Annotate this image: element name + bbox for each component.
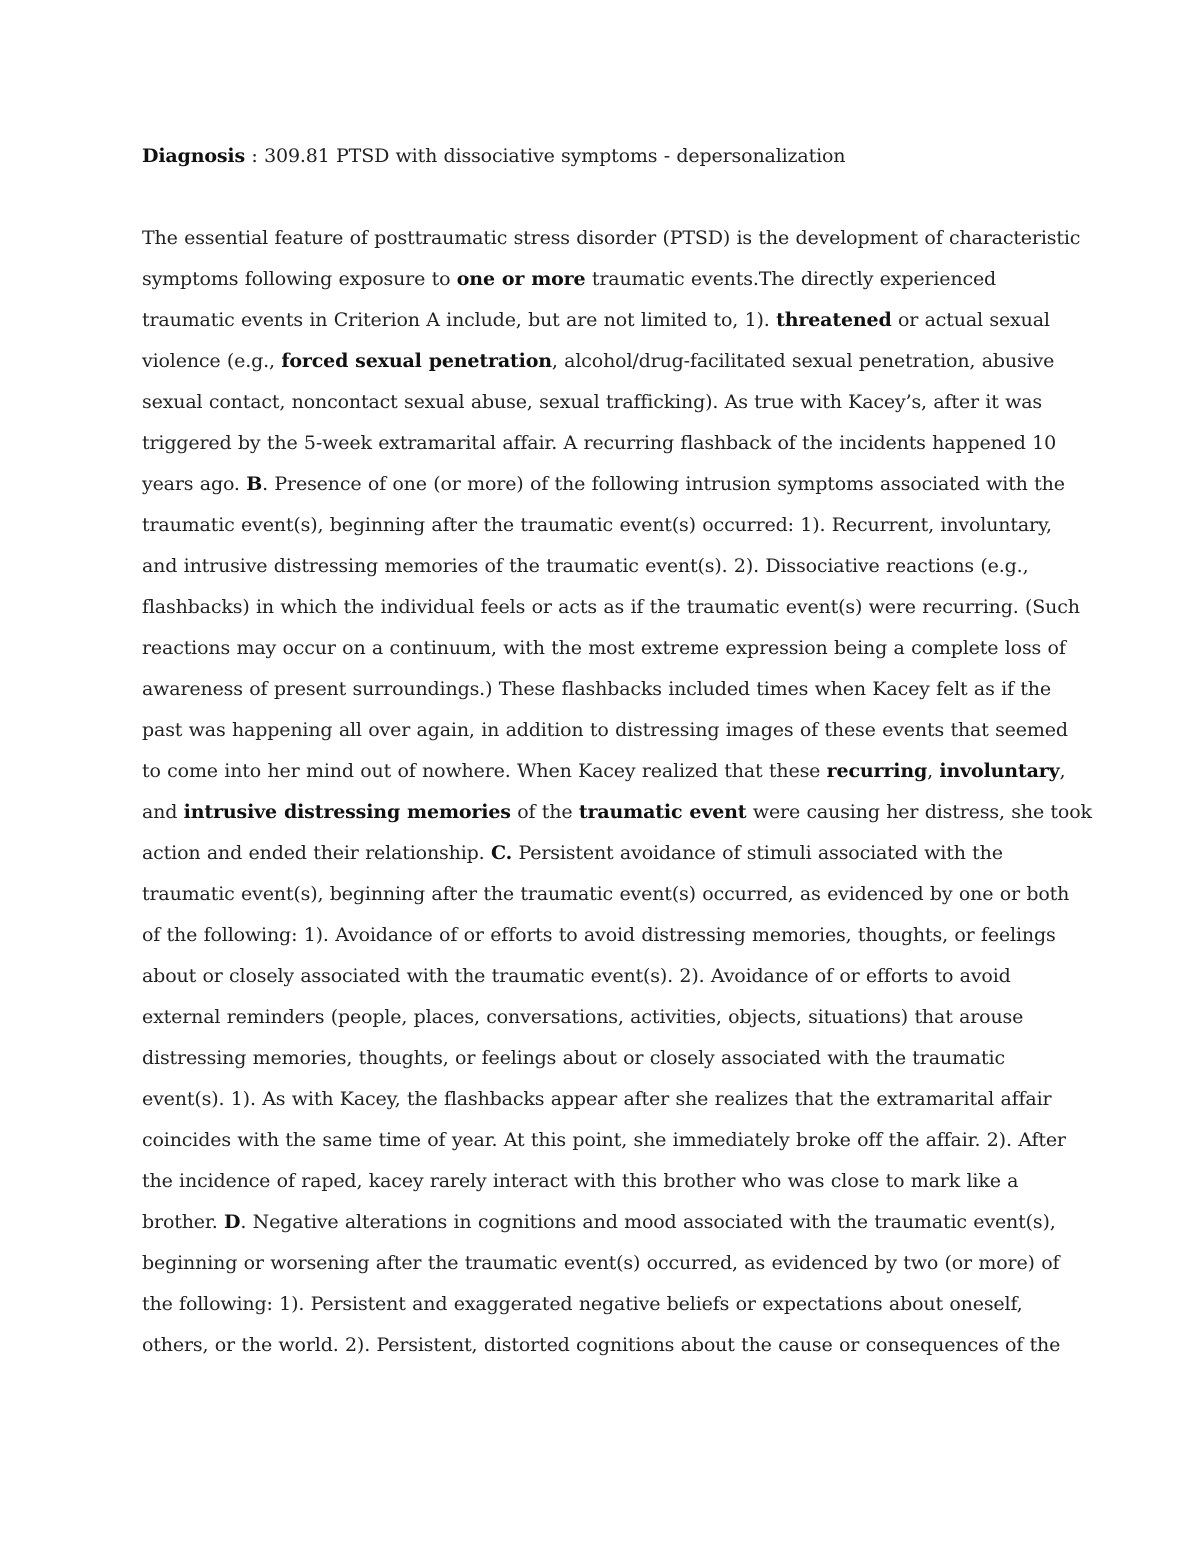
text-run: brother.: [142, 1211, 225, 1233]
text-run: violence (e.g.,: [142, 350, 282, 372]
text-run: ,: [1059, 760, 1066, 782]
text-run: to come into her mind out of nowhere. When Kacey realized that these: [142, 760, 827, 782]
paragraph-line: [142, 874, 1070, 915]
text-run: flashbacks) in which the individual feels or acts as if the traumatic event(s) were recurring. (Such: [142, 596, 1080, 618]
text-run: of the: [510, 801, 579, 823]
paragraph-line: [142, 1325, 1062, 1366]
text-run: past was happening all over again, in addition to distressing images of these events that seemed: [142, 719, 1068, 741]
text-run: beginning or worsening after the traumatic event(s) occurred, as evidenced by two (or more) of: [142, 1252, 1060, 1274]
paragraph-line: [142, 382, 1062, 423]
paragraph-line: [142, 710, 1068, 751]
text-run: ,: [927, 760, 940, 782]
text-run: sexual contact, noncontact sexual abuse, sexual trafficking). As true with Kacey’s, after it was: [142, 391, 1042, 413]
paragraph-line: [142, 300, 1062, 341]
text-run: the incidence of raped, kacey rarely interact with this brother who was close to mark like a: [142, 1170, 1019, 1192]
paragraph-line: [142, 1161, 1062, 1202]
bold-text: traumatic event: [578, 801, 747, 823]
text-run: triggered by the 5-week extramarital affair. A recurring flashback of the incidents happened 10: [142, 432, 1057, 454]
paragraph-line: [142, 341, 1062, 382]
bold-text: B: [246, 473, 263, 495]
text-run: were causing her distress, she took: [746, 801, 1092, 823]
paragraph-line: [142, 956, 1062, 997]
text-run: traumatic event(s), beginning after the traumatic event(s) occurred, as evidenced by one or both: [142, 883, 1070, 905]
paragraph-line: [142, 464, 1065, 505]
paragraph-line: [142, 546, 1062, 587]
text-run: . Presence of one (or more) of the following intrusion symptoms associated with the: [262, 473, 1065, 495]
text-run: and: [142, 801, 184, 823]
paragraph-line: [142, 1243, 1062, 1284]
text-run: action and ended their relationship.: [142, 842, 491, 864]
bold-text: threatened: [776, 309, 892, 331]
bold-text: D: [224, 1211, 241, 1233]
bold-text: one or more: [456, 268, 586, 290]
bold-text: involuntary: [939, 760, 1060, 782]
text-run: traumatic event(s), beginning after the traumatic event(s) occurred: 1). Recurrent, involuntary,: [142, 514, 1052, 536]
paragraph-line: [142, 751, 1066, 792]
text-run: traumatic events in Criterion A include, but are not limited to, 1).: [142, 309, 777, 331]
text-run: or actual sexual: [891, 309, 1050, 331]
text-run: distressing memories, thoughts, or feelings about or closely associated with the traumatic: [142, 1047, 1005, 1069]
diagnosis-label: Diagnosis: [142, 145, 246, 167]
text-run: awareness of present surroundings.) These flashbacks included times when Kacey felt as if the: [142, 678, 1051, 700]
text-run: about or closely associated with the traumatic event(s). 2). Avoidance of or efforts to avoid: [142, 965, 1011, 987]
text-run: external reminders (people, places, conversations, activities, objects, situations) that arouse: [142, 1006, 1024, 1028]
paragraph-line: [142, 259, 1062, 300]
paragraph-line: [142, 1120, 1066, 1161]
text-run: , alcohol/drug-facilitated sexual penetration, abusive: [551, 350, 1055, 372]
paragraph-line: [142, 915, 1062, 956]
text-run: the following: 1). Persistent and exaggerated negative beliefs or expectations about oneself,: [142, 1293, 1023, 1315]
diagnosis-text: : 309.81 PTSD with dissociative symptoms - depersonalization: [245, 145, 846, 167]
text-run: others, or the world. 2). Persistent, distorted cognitions about the cause or consequences of the: [142, 1334, 1061, 1356]
paragraph-line: [142, 218, 1081, 259]
text-run: traumatic events.The directly experienced: [585, 268, 997, 290]
text-run: of the following: 1). Avoidance of or efforts to avoid distressing memories, thoughts, or feelings: [142, 924, 1056, 946]
text-run: and intrusive distressing memories of the traumatic event(s). 2). Dissociative reactions (e.g.,: [142, 555, 1029, 577]
text-run: . Negative alterations in cognitions and mood associated with the traumatic event(s),: [240, 1211, 1056, 1233]
text-run: coincides with the same time of year. At this point, she immediately broke off the affair. 2). After: [142, 1129, 1066, 1151]
document-body: [142, 136, 1092, 1366]
paragraph-line: [142, 587, 1080, 628]
text-run: symptoms following exposure to: [142, 268, 457, 290]
text-run: event(s). 1). As with Kacey, the flashbacks appear after she realizes that the extramarital affair: [142, 1088, 1052, 1110]
bold-text: forced sexual penetration: [281, 350, 552, 372]
text-run: Persistent avoidance of stimuli associated with the: [512, 842, 1003, 864]
paragraph-line: [142, 833, 1062, 874]
blank-line: [142, 177, 1062, 218]
paragraph-line: [142, 1079, 1062, 1120]
text-run: reactions may occur on a continuum, with the most extreme expression being a complete loss of: [142, 637, 1066, 659]
paragraph-line: [142, 997, 1062, 1038]
bold-text: recurring: [826, 760, 928, 782]
paragraph-line: [142, 1284, 1062, 1325]
paragraph-line: [142, 1038, 1062, 1079]
body-paragraph: [142, 218, 1092, 1366]
paragraph-line: [142, 628, 1066, 669]
paragraph-line: [142, 792, 1092, 833]
paragraph-line: [142, 505, 1062, 546]
diagnosis-heading: [142, 136, 1062, 177]
text-run: years ago.: [142, 473, 247, 495]
paragraph-line: [142, 669, 1062, 710]
paragraph-line: [142, 423, 1062, 464]
paragraph-line: [142, 1202, 1062, 1243]
bold-text: C.: [490, 842, 513, 864]
bold-text: intrusive distressing memories: [183, 801, 511, 823]
text-run: The essential feature of posttraumatic stress disorder (PTSD) is the development of characteristic: [142, 227, 1081, 249]
